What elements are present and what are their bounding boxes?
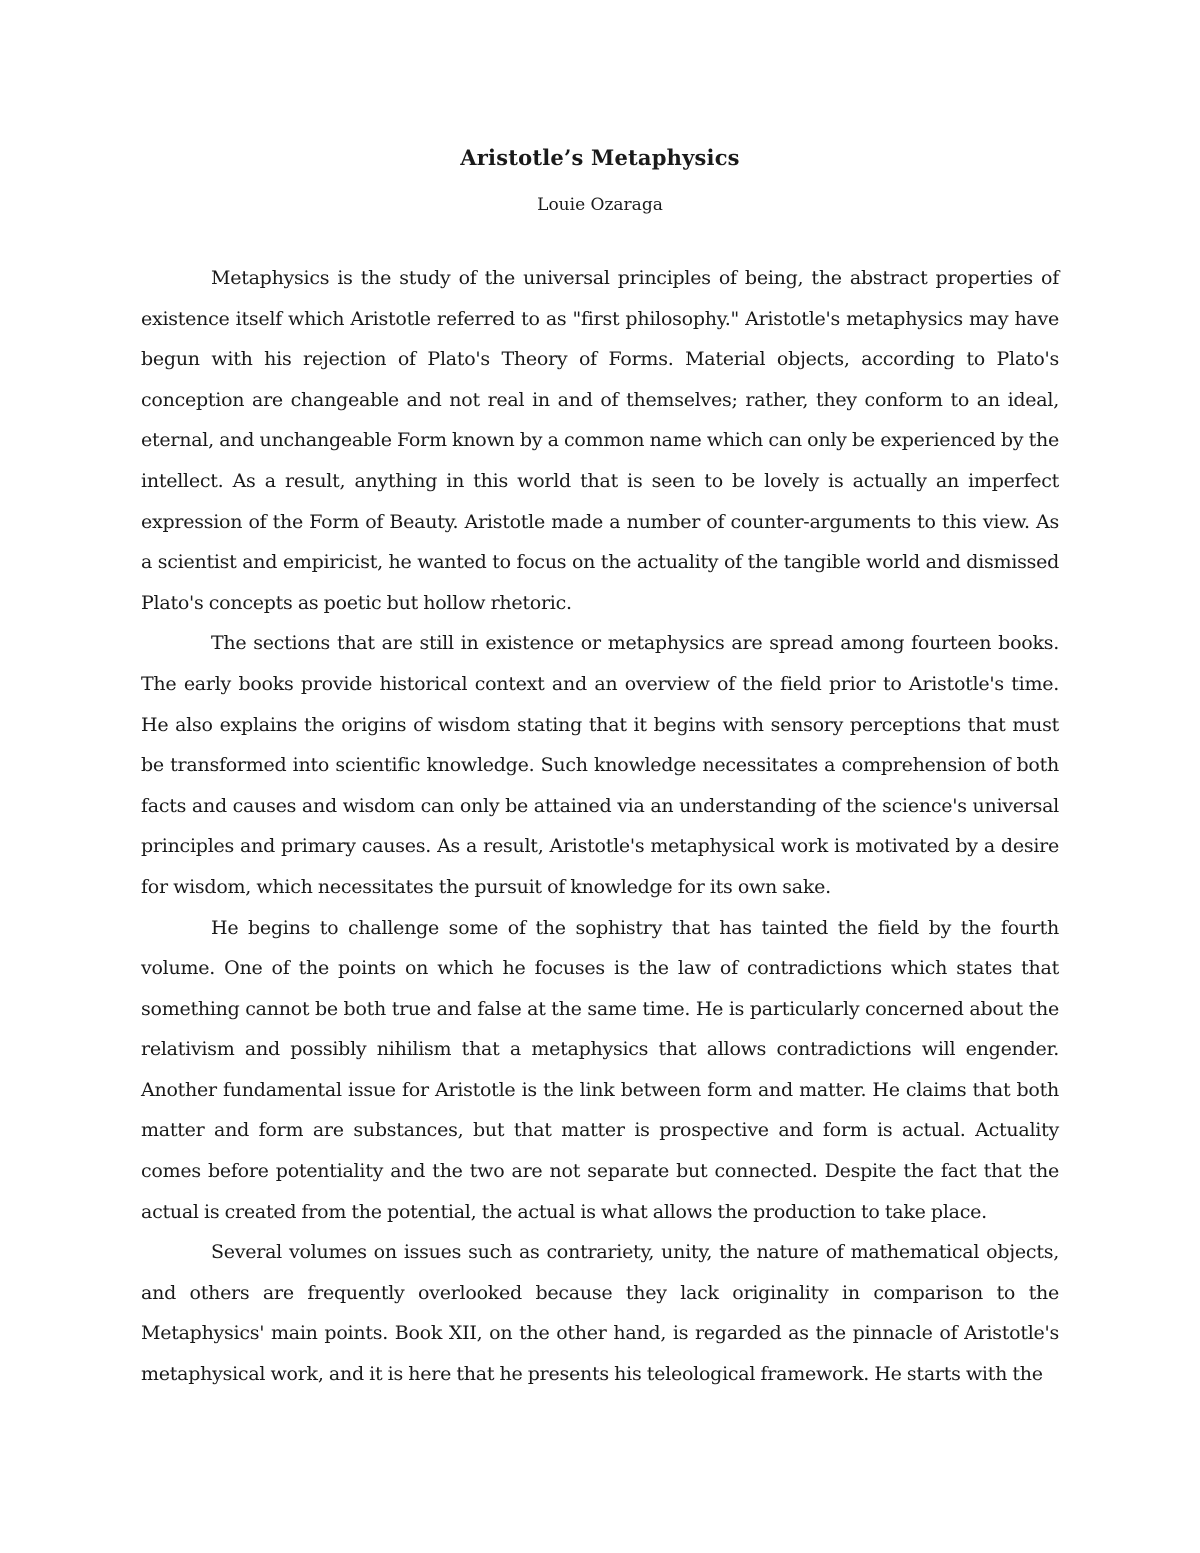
paragraph: He begins to challenge some of the sophistry that has tainted the field by the fourth volume. One of the points on which he focuses is the law of contradictions which states that something cannot be both true and false at the same time. He is particularly concerned about the relativism and possibly nihilism that a metaphysics that allows contradictions will engender. Another fundamental issue for Aristotle is the link between form and matter. He claims that both matter and form are substances, but that matter is prospective and form is actual. Actuality comes before potentiality and the two are not separate but connected. Despite the fact that the actual is created from the potential, the actual is what allows the production to take place. bbox=[141, 916, 1059, 1223]
paragraph: The sections that are still in existence or metaphysics are spread among fourteen books. The early books provide historical context and an overview of the field prior to Aristotle's time. He also explains the origins of wisdom stating that it begins with sensory perceptions that must be transformed into scientific knowledge. Such knowledge necessitates a comprehension of both facts and causes and wisdom can only be attained via an understanding of the science's universal principles and primary causes. As a result, Aristotle's metaphysical work is motivated by a desire for wisdom, which necessitates the pursuit of knowledge for its own sake. bbox=[141, 632, 1059, 898]
document-body bbox=[141, 258, 1059, 1395]
document-author: Louie Ozaraga bbox=[537, 195, 663, 215]
paragraph: Metaphysics is the study of the universal principles of being, the abstract properties of existence itself which Aristotle referred to as "first philosophy." Aristotle's metaphysics may have begun with his rejection of Plato's Theory of Forms. Material objects, according to Plato's conception are changeable and not real in and of themselves; rather, they conform to an ideal, eternal, and unchangeable Form known by a common name which can only be experienced by the intellect. As a result, anything in this world that is seen to be lovely is actually an imperfect expression of the Form of Beauty. Aristotle made a number of counter-arguments to this view. As a scientist and empiricist, he wanted to focus on the actuality of the tangible world and dismissed Plato's concepts as poetic but hollow rhetoric. bbox=[141, 267, 1059, 614]
paragraph: Several volumes on issues such as contrariety, unity, the nature of mathematical objects, and others are frequently overlooked because they lack originality in comparison to the Metaphysics' main points. Book XII, on the other hand, is regarded as the pinnacle of Aristotle's metaphysical work, and it is here that he presents his teleological framework. He starts with the bbox=[141, 1241, 1059, 1386]
document-content bbox=[141, 138, 1059, 1395]
document-title: Aristotle’s Metaphysics bbox=[460, 145, 740, 170]
